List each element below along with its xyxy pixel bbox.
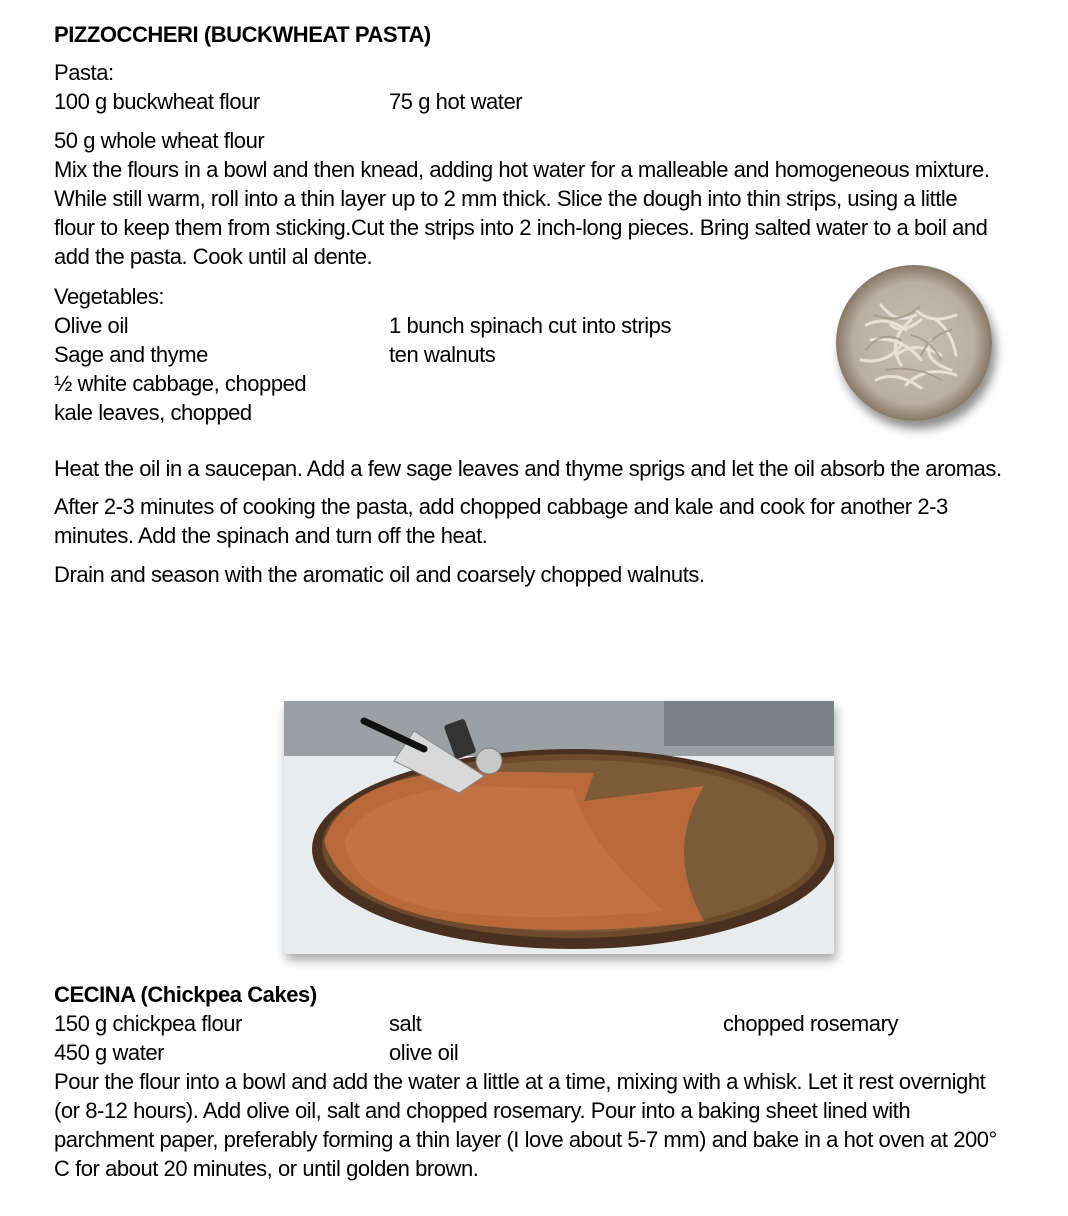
cecina-ingredient: 150 g chickpea flour bbox=[54, 1011, 242, 1036]
pasta-bowl-image bbox=[836, 265, 992, 421]
instruction-line: flour to keep them from sticking.Cut the strips into 2 inch-long pieces. Bring salted water to a boil and bbox=[54, 215, 988, 240]
cecina-ingredient: salt bbox=[389, 1011, 422, 1036]
cecina-col3 bbox=[723, 1009, 898, 1038]
instruction-line: C for about 20 minutes, or until golden brown. bbox=[54, 1156, 479, 1181]
veg-item: 1 bunch spinach cut into strips bbox=[389, 313, 671, 338]
veg-item: Olive oil bbox=[54, 313, 129, 338]
vegetables-col2 bbox=[389, 311, 671, 369]
recipe1-title: PIZZOCCHERI (BUCKWHEAT PASTA) bbox=[54, 22, 431, 47]
instruction-line: parchment paper, preferably forming a thin layer (I love about 5-7 mm) and bake in a hot oven at 200° bbox=[54, 1127, 997, 1152]
vegetables-heading: Vegetables: bbox=[54, 284, 165, 309]
veg-item: ½ white cabbage, chopped bbox=[54, 371, 307, 396]
instruction-line: add the pasta. Cook until al dente. bbox=[54, 244, 373, 269]
veg-item: Sage and thyme bbox=[54, 342, 208, 367]
pasta-ingredient: 100 g buckwheat flour bbox=[54, 89, 260, 114]
step-line: After 2-3 minutes of cooking the pasta, add chopped cabbage and kale and cook for another 2-3 bbox=[54, 494, 948, 519]
pasta-heading: Pasta: bbox=[54, 60, 114, 85]
step-line: minutes. Add the spinach and turn off the heat. bbox=[54, 523, 488, 548]
step-3: Drain and season with the aromatic oil and coarsely chopped walnuts. bbox=[54, 562, 705, 587]
instruction-line: (or 8-12 hours). Add olive oil, salt and chopped rosemary. Pour into a baking sheet lined with bbox=[54, 1098, 911, 1123]
cecina-pan-image bbox=[284, 701, 834, 954]
cecina-col1 bbox=[54, 1009, 242, 1067]
pasta-ingredient: 50 g whole wheat flour bbox=[54, 128, 265, 153]
instruction-line: While still warm, roll into a thin layer up to 2 mm thick. Slice the dough into thin strips, using a little bbox=[54, 186, 958, 211]
veg-item: ten walnuts bbox=[389, 342, 496, 367]
cecina-ingredient: 450 g water bbox=[54, 1040, 165, 1065]
step-2 bbox=[54, 492, 948, 550]
veg-item: kale leaves, chopped bbox=[54, 400, 252, 425]
cecina-ingredient: chopped rosemary bbox=[723, 1011, 899, 1036]
pasta-instructions bbox=[54, 155, 990, 271]
cecina-instructions bbox=[54, 1067, 997, 1183]
cecina-ingredient: olive oil bbox=[389, 1040, 459, 1065]
instruction-line: Pour the flour into a bowl and add the water a little at a time, mixing with a whisk. Let it rest overnight bbox=[54, 1069, 986, 1094]
cecina-col2 bbox=[389, 1009, 458, 1067]
recipe2-title: CECINA (Chickpea Cakes) bbox=[54, 982, 317, 1007]
step-1: Heat the oil in a saucepan. Add a few sage leaves and thyme sprigs and let the oil absorb the aromas. bbox=[54, 456, 1002, 481]
pasta-ingredient: 75 g hot water bbox=[389, 89, 523, 114]
vegetables-col1 bbox=[54, 311, 306, 427]
instruction-line: Mix the flours in a bowl and then knead, adding hot water for a malleable and homogeneous mixture. bbox=[54, 157, 990, 182]
